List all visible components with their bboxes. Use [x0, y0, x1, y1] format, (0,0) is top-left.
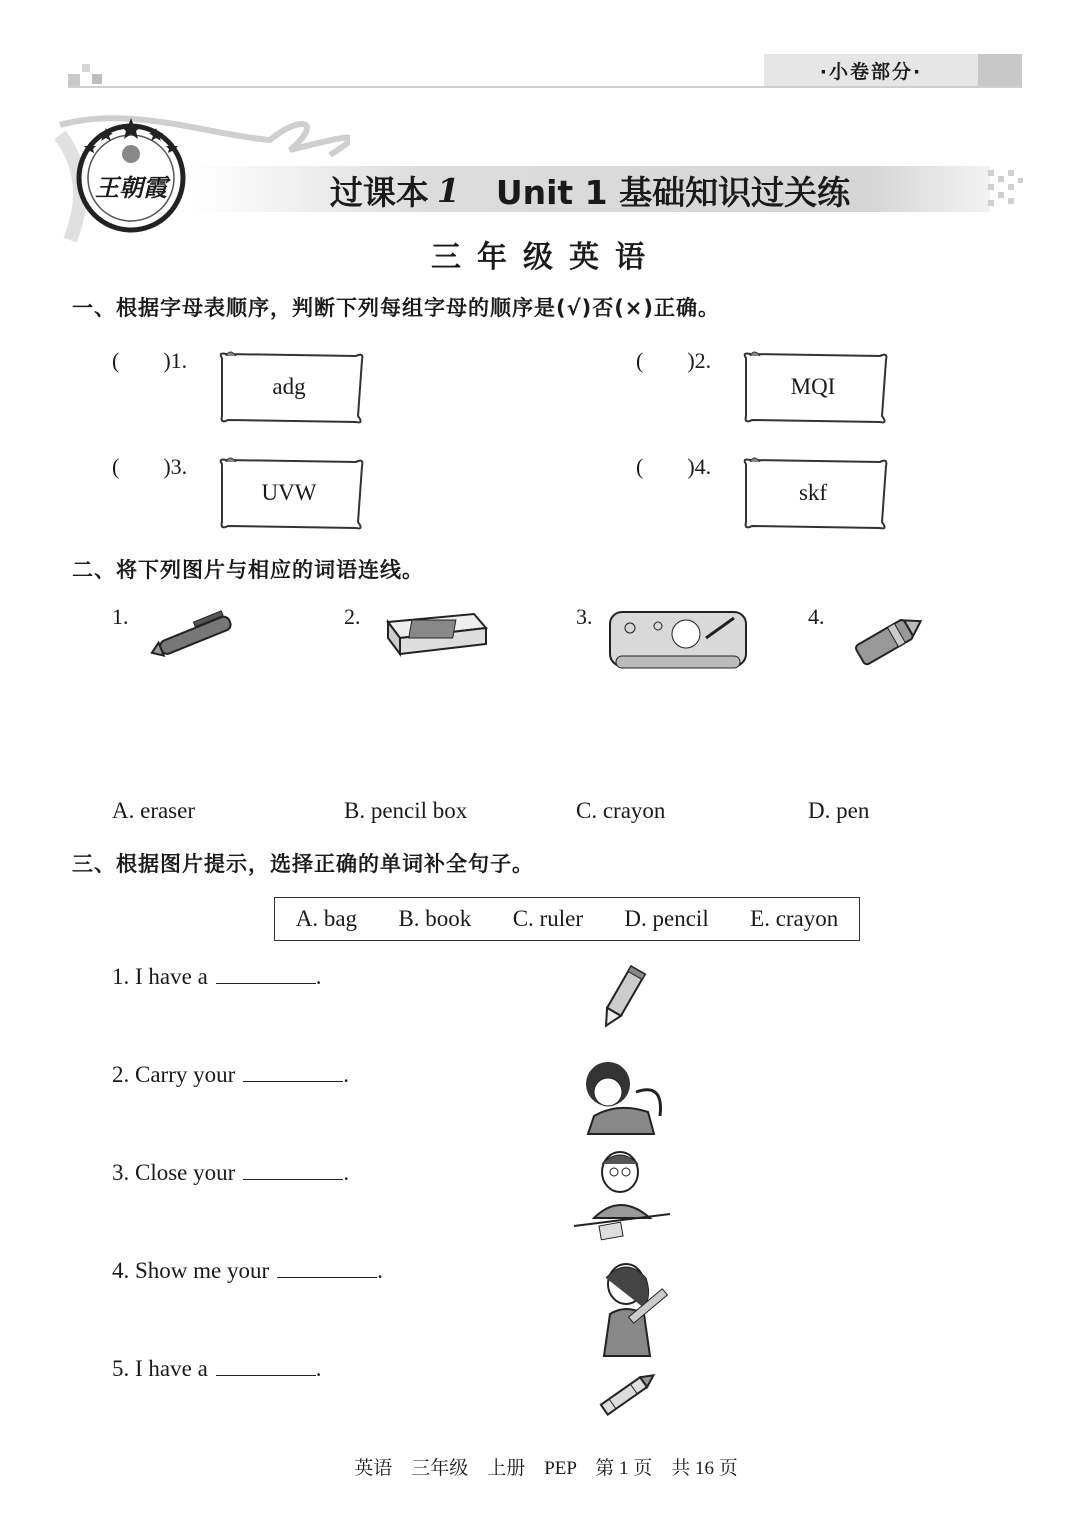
word-bank-item: A. bag: [295, 906, 358, 931]
header-rule: [68, 86, 1022, 88]
answer-blank-4[interactable]: [277, 1276, 377, 1278]
word-bank-item: B. book: [398, 906, 472, 931]
crayon-small-icon: [592, 1370, 662, 1420]
section-tag: ·小卷部分·: [764, 54, 978, 86]
page-subtitle: 三年级英语: [431, 240, 661, 275]
word-bank-item: D. pencil: [624, 906, 709, 931]
match-option-a[interactable]: A. eraser: [112, 798, 196, 823]
word-bank: [274, 897, 860, 941]
picture-number-4: 4.: [808, 604, 825, 629]
part3-heading: 三、根据图片提示，选择正确的单词补全句子。: [72, 852, 534, 876]
sentence-end: .: [343, 1160, 350, 1185]
match-option-d[interactable]: D. pen: [808, 798, 870, 823]
word-bank-item: C. ruler: [512, 906, 583, 931]
picture-number-3: 3.: [576, 604, 593, 629]
title-band-pixel-decoration-icon: [986, 166, 1026, 212]
girl-with-ruler-icon: [592, 1256, 676, 1360]
sentence-end: .: [315, 964, 322, 989]
answer-blank-5[interactable]: [216, 1374, 316, 1376]
answer-blank-3[interactable]: [243, 1178, 343, 1180]
sentence-text: 5. I have a: [112, 1356, 208, 1381]
sentence-text: 1. I have a: [112, 964, 208, 989]
page-footer: 英语 三年级 上册 PEP 第 1 页 共 16 页: [354, 1458, 738, 1479]
logo-text: 王朝霞: [95, 173, 167, 202]
title-cn: 过课本: [329, 172, 429, 212]
sentence-3: [112, 1160, 349, 1186]
letter-card-text: UVW: [261, 480, 317, 505]
sentence-end: .: [377, 1258, 383, 1283]
boy-closing-book-icon: [572, 1148, 672, 1248]
pencil-box-icon[interactable]: [606, 608, 750, 672]
answer-slot-2[interactable]: ( )2.: [636, 348, 712, 373]
letter-card-text: adg: [272, 374, 306, 399]
answer-blank-1[interactable]: [216, 982, 316, 984]
eraser-icon[interactable]: [384, 608, 488, 658]
part2-heading: 二、将下列图片与相应的词语连线。: [72, 558, 424, 582]
part1-heading: 一、根据字母表顺序，判断下列每组字母的顺序是(√)否(×)正确。: [72, 296, 720, 320]
sentence-2: [112, 1062, 349, 1088]
pencil-icon: [594, 962, 650, 1034]
sentence-text: 4. Show me your: [112, 1258, 270, 1283]
sentence-text: 2. Carry your: [112, 1062, 236, 1087]
pen-icon[interactable]: [148, 606, 244, 662]
sentence-text: 3. Close your: [112, 1160, 236, 1185]
letter-card-text: MQI: [790, 374, 836, 399]
picture-number-2: 2.: [344, 604, 361, 629]
sentence-1: [112, 964, 322, 990]
crayon-icon[interactable]: [850, 610, 930, 668]
word-bank-item: E. crayon: [750, 906, 839, 931]
boy-with-bag-icon: [578, 1056, 668, 1136]
letter-card-text: skf: [798, 480, 828, 505]
picture-number-1: 1.: [112, 604, 129, 629]
sentence-end: .: [315, 1356, 322, 1381]
title-number: 1: [436, 170, 460, 210]
answer-slot-3[interactable]: ( )3.: [112, 454, 188, 479]
section-tag-block: [978, 54, 1022, 86]
sentence-4: [112, 1258, 383, 1284]
match-option-c[interactable]: C. crayon: [576, 798, 666, 823]
sentence-5: [112, 1356, 322, 1382]
answer-slot-1[interactable]: ( )1.: [112, 348, 188, 373]
answer-blank-2[interactable]: [243, 1080, 343, 1082]
match-option-b[interactable]: B. pencil box: [344, 798, 468, 823]
answer-slot-4[interactable]: ( )4.: [636, 454, 712, 479]
page-title: [230, 168, 950, 212]
sentence-end: .: [343, 1062, 350, 1087]
brand-logo: [76, 116, 186, 234]
title-unit: Unit 1 基础知识过关练: [495, 172, 851, 212]
